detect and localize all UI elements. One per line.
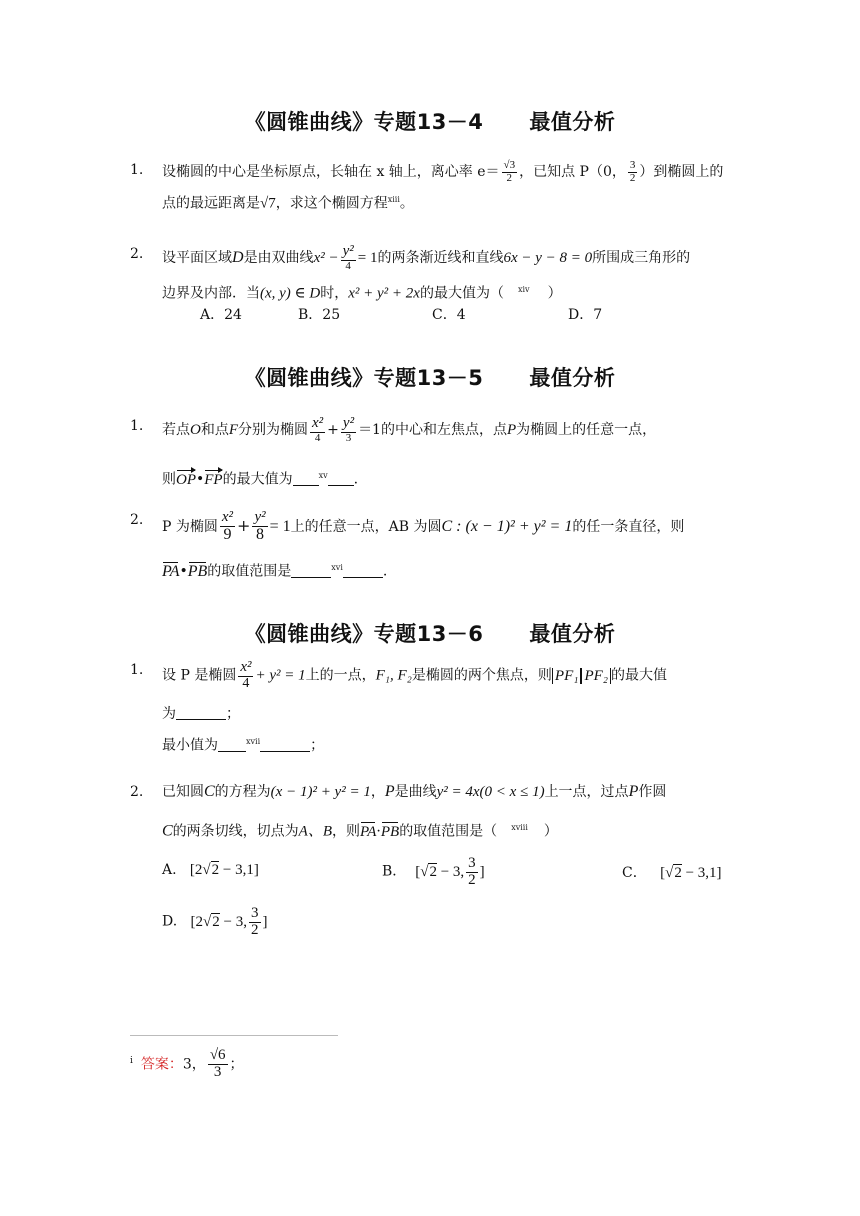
- section-title-left: 《圆锥曲线》专题13－4: [244, 110, 484, 134]
- vector-pa: PA: [162, 562, 180, 580]
- vector-pb: PB: [380, 823, 400, 840]
- footnote: $^i$ 答案：3， $\frac{√6}{3}$ ；: [130, 1047, 244, 1080]
- question-number: 1.: [130, 662, 144, 678]
- option-d: D. [2√2 − 3, $\frac{3}{2}$ ]: [162, 905, 268, 938]
- question-number: 2.: [130, 246, 144, 262]
- min-answer-blank[interactable]: [218, 737, 246, 752]
- vector-pa: PA: [360, 823, 377, 840]
- option-d: D．7: [568, 307, 603, 323]
- point-y-fraction: $\frac{3}{2}$: [629, 159, 636, 184]
- question-13-5-1: [130, 416, 740, 486]
- answer-fraction: $\frac{√6}{3}$: [209, 1047, 226, 1080]
- question-line: C的两条切线，切点为A、B，则PA·PB的取值范围是（ $^{xviii}$ ）: [162, 822, 558, 840]
- endnote-ref[interactable]: xv: [318, 471, 328, 480]
- footnote-mark: i: [130, 1055, 133, 1066]
- footnote-divider: [130, 1035, 338, 1036]
- question-line: 点的最远距离是√7，求这个椭圆方程$^{xiii}$。: [162, 195, 414, 212]
- section-title-13-5: [0, 362, 860, 392]
- distance-value: √7: [260, 195, 276, 212]
- ellipse-fraction-x: $\frac{\text{x²}}{4}$: [312, 415, 324, 444]
- section-title-left: 《圆锥曲线》专题13－5: [244, 366, 484, 390]
- ellipse-fraction: $\frac{\text{x²}}{4}$: [240, 659, 252, 691]
- answer-blank[interactable]: [293, 471, 319, 486]
- max-answer-blank[interactable]: [176, 705, 226, 720]
- option-c: C． [√2 − 3,1]: [622, 865, 722, 881]
- answer-blank[interactable]: [291, 563, 331, 578]
- section-title-right: 最值分析: [529, 622, 616, 646]
- vector-fp: FP: [204, 471, 223, 488]
- endnote-ref[interactable]: xviii: [511, 823, 528, 832]
- endnote-ref[interactable]: xiii: [387, 195, 400, 204]
- option-b: B．25: [298, 307, 341, 323]
- question-number: 2.: [130, 784, 144, 800]
- section-title-13-4: [0, 106, 860, 136]
- question-line: PA•PB的取值范围是 $^{xvi}$ .: [162, 562, 388, 580]
- section-title-right: 最值分析: [529, 366, 616, 390]
- question-line: 为 ；: [162, 706, 240, 722]
- question-13-6-1: [130, 660, 740, 760]
- endnote-ref[interactable]: xvii: [246, 737, 261, 746]
- answer-label: 答案：: [140, 1056, 183, 1073]
- endnote-ref[interactable]: xiv: [517, 285, 530, 294]
- min-answer-blank[interactable]: [260, 737, 310, 752]
- option-c: C．4: [432, 307, 466, 323]
- question-line: 设 P 是椭圆 $\frac{\text{x²}}{4}$ + y² = 1上的一点，F₁, F₂是椭圆的两个焦点，则 PF₁ PF₂ 的最大值: [162, 659, 667, 691]
- question-13-5-2: [130, 510, 740, 580]
- question-line: 设椭圆的中心是坐标原点，长轴在 x 轴上，离心率 e＝ $\frac{√3}{2}$ ，已知点 P（0， $\frac{3}{2}$ ）到椭圆上的: [162, 159, 724, 184]
- question-number: 1.: [130, 162, 144, 178]
- answer-blank[interactable]: [328, 471, 354, 486]
- eccentricity-fraction: $\frac{√3}{2}$: [503, 159, 516, 184]
- question-line: P 为椭圆 $\frac{\text{x²}}{9}$ + $\frac{\text{y²}}{8}$ = 1上的任意一点，AB 为圆C : (x − 1)² + y² = 1的任一条直径，则: [162, 509, 685, 543]
- question-number: 1.: [130, 418, 144, 434]
- question-number: 2.: [130, 512, 144, 528]
- question-line: 则OP•FP的最大值为 $^{xv}$ .: [162, 471, 359, 488]
- endnote-ref[interactable]: xvi: [331, 563, 343, 572]
- vector-op: OP: [176, 471, 196, 488]
- section-title-left: 《圆锥曲线》专题13－6: [244, 622, 484, 646]
- section-title-right: 最值分析: [529, 110, 616, 134]
- question-line: 若点O和点F分别为椭圆 $\frac{\text{x²}}{4}$ + $\frac{\text{y²}}{3}$ ＝1的中心和左焦点，点P为椭圆上的任意一点，: [162, 415, 657, 444]
- option-a: A．24: [200, 307, 242, 323]
- question-line: 最小值为 $^{xvii}$ ；: [162, 737, 325, 754]
- ellipse-fraction-y: $\frac{\text{y²}}{8}$: [254, 509, 266, 543]
- option-a: A. [2√2 − 3,1]: [162, 862, 259, 878]
- answer-blank[interactable]: [343, 563, 383, 578]
- ellipse-fraction-y: $\frac{\text{y²}}{3}$: [342, 415, 355, 444]
- question-line: 设平面区域D是由双曲线x² − $\frac{\text{y²}}{4}$ = 1的两条渐近线和直线6x − y − 8 = 0所围成三角形的: [162, 243, 691, 272]
- section-title-13-6: [0, 618, 860, 648]
- question-line: 边界及内部．当(x, y) ∈ D时，x² + y² + 2x的最大值为（ $^{xiv}$ ）: [162, 285, 562, 302]
- question-13-4-1: [130, 160, 740, 210]
- option-b: B． [√2 − 3, $\frac{3}{2}$ ]: [382, 855, 485, 888]
- question-line: 已知圆C的方程为(x − 1)² + y² = 1，P是曲线y² = 4x(0 < x ≤ 1)上一点，过点P作圆: [162, 783, 667, 800]
- question-13-6-2: [130, 782, 740, 852]
- hyperbola-fraction: $\frac{\text{y²}}{4}$: [342, 243, 354, 272]
- ellipse-fraction-x: $\frac{\text{x²}}{9}$: [221, 509, 234, 543]
- vector-pb: PB: [187, 562, 208, 580]
